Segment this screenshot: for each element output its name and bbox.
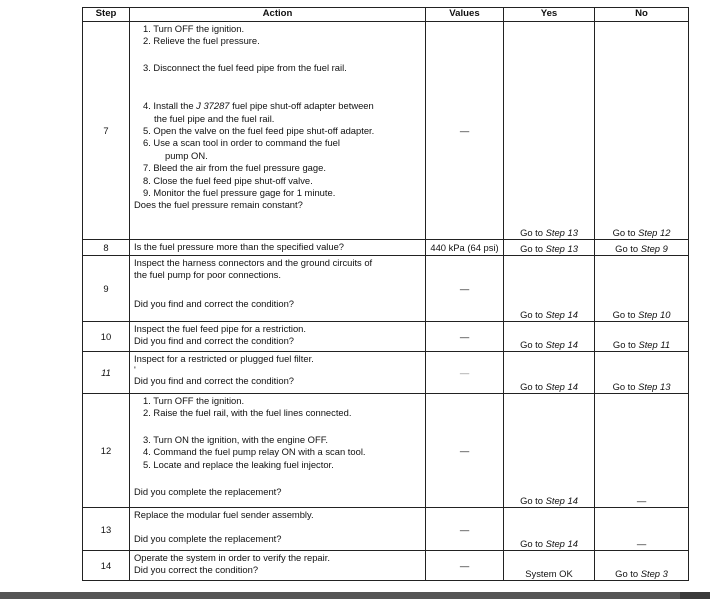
spacer	[134, 471, 422, 486]
action-cell	[130, 551, 426, 581]
goto-prefix: Go to	[615, 568, 641, 579]
action-line: 2. Relieve the fuel pressure.	[143, 35, 260, 47]
value-cell: —	[426, 22, 504, 240]
yes-cell	[504, 22, 595, 240]
table-row-step-8	[83, 240, 689, 256]
bottom-scroll-bar[interactable]	[0, 592, 710, 599]
goto-prefix: Go to	[520, 227, 546, 238]
goto-step-link[interactable]: Step 13	[545, 243, 578, 254]
goto-step-link[interactable]: Step 14	[545, 309, 578, 320]
goto-prefix: Go to	[612, 309, 639, 320]
header-yes: Yes	[504, 8, 595, 22]
value-cell: —	[426, 352, 504, 394]
action-line: 8. Close the fuel feed pipe shut-off valve.	[143, 174, 313, 186]
action-cell	[130, 508, 426, 551]
value-cell: —	[426, 256, 504, 322]
table-row-step-9	[83, 256, 689, 322]
question-line: Did you find and correct the condition?	[134, 375, 294, 387]
goto-prefix: Go to	[520, 339, 546, 350]
question-line: Does the fuel pressure remain constant?	[134, 199, 303, 211]
goto-prefix: Go to	[612, 381, 639, 392]
action-line: 4. Command the fuel pump relay ON with a scan tool.	[143, 446, 366, 458]
header-action: Action	[130, 8, 426, 22]
goto-step-link[interactable]: Step 3	[640, 568, 668, 579]
action-line: 5. Open the valve on the fuel feed pipe shut-off adapter.	[143, 125, 375, 137]
action-cell	[130, 322, 426, 352]
action-text: fuel pipe shut-off adapter between	[229, 100, 374, 112]
action-line: Operate the system in order to verify the repair.	[134, 552, 330, 563]
yes-cell	[504, 256, 595, 322]
yes-cell	[504, 322, 595, 352]
goto-step-link[interactable]: Step 14	[545, 339, 578, 350]
goto-prefix: Go to	[615, 243, 641, 254]
spacer	[134, 48, 422, 62]
action-cell	[130, 394, 426, 508]
table-row-step-14	[83, 551, 689, 581]
action-line	[134, 100, 422, 112]
goto-prefix: Go to	[612, 227, 639, 238]
no-cell	[595, 551, 689, 581]
action-line: Inspect for a restricted or plugged fuel filter.	[134, 353, 314, 364]
no-cell	[595, 322, 689, 352]
action-line: Inspect the fuel feed pipe for a restriction.	[134, 323, 306, 334]
step-number: 14	[83, 551, 130, 581]
spacer	[134, 420, 422, 434]
action-line: 2. Raise the fuel rail, with the fuel lines connected.	[143, 407, 352, 419]
step-number: 7	[83, 22, 130, 240]
goto-step-link[interactable]: Step 11	[638, 339, 671, 350]
action-line: 6. Use a scan tool in order to command the fuel	[143, 137, 340, 149]
table-row-step-7	[83, 22, 689, 240]
value-cell: —	[426, 322, 504, 352]
action-line: the fuel pump for poor connections.	[134, 269, 281, 281]
no-cell	[595, 352, 689, 394]
goto-step-link[interactable]: Step 13	[545, 227, 578, 238]
spacer	[134, 521, 422, 533]
spacer	[134, 282, 422, 298]
no-cell	[595, 22, 689, 240]
value-cell: —	[426, 394, 504, 508]
table-row-step-12	[83, 394, 689, 508]
yes-cell	[504, 240, 595, 256]
step-number: 11	[83, 352, 130, 394]
goto-prefix: Go to	[520, 243, 546, 254]
table-row-step-13	[83, 508, 689, 551]
no-cell: —	[595, 508, 689, 551]
diagnostic-table	[82, 7, 689, 581]
action-cell	[130, 240, 426, 256]
goto-step-link[interactable]: Step 12	[638, 227, 671, 238]
goto-prefix: Go to	[612, 339, 639, 350]
goto-step-link[interactable]: Step 14	[545, 538, 578, 549]
action-line: pump ON.	[165, 149, 208, 161]
goto-step-link[interactable]: Step 14	[545, 381, 578, 392]
value-cell: —	[426, 551, 504, 581]
action-cell	[130, 352, 426, 394]
yes-cell: System OK	[504, 551, 595, 581]
action-line: the fuel pipe and the fuel rail.	[154, 112, 275, 124]
no-cell	[595, 256, 689, 322]
goto-step-link[interactable]: Step 9	[640, 243, 668, 254]
action-line: Replace the modular fuel sender assembly.	[134, 509, 314, 520]
header-no: No	[595, 8, 689, 22]
action-line: 3. Disconnect the fuel feed pipe from the fuel rail.	[143, 61, 347, 73]
value-cell: 440 kPa (64 psi)	[426, 240, 504, 256]
goto-prefix: Go to	[520, 381, 546, 392]
action-line: 1. Turn OFF the ignition.	[143, 395, 245, 406]
goto-step-link[interactable]: Step 14	[545, 495, 578, 506]
action-line: Inspect the harness connectors and the ground circuits of	[134, 257, 373, 268]
yes-cell	[504, 352, 595, 394]
question-line: Is the fuel pressure more than the specified value?	[134, 241, 345, 253]
goto-prefix: Go to	[520, 309, 546, 320]
spacer	[134, 74, 422, 100]
step-number: 9	[83, 256, 130, 322]
yes-cell	[504, 508, 595, 551]
header-row	[83, 8, 689, 22]
question-line: Did you correct the condition?	[134, 564, 259, 576]
goto-prefix: Go to	[520, 538, 546, 549]
step-number: 10	[83, 322, 130, 352]
value-cell: —	[426, 508, 504, 551]
question-line: Did you complete the replacement?	[134, 486, 282, 498]
action-line: 5. Locate and replace the leaking fuel injector.	[143, 458, 334, 470]
action-cell	[130, 22, 426, 240]
question-line: Did you find and correct the condition?	[134, 297, 294, 309]
step-number: 8	[83, 240, 130, 256]
goto-prefix: Go to	[520, 495, 546, 506]
goto-step-link[interactable]: Step 10	[638, 309, 671, 320]
table-row-step-11	[83, 352, 689, 394]
table-row-step-10	[83, 322, 689, 352]
no-cell: —	[595, 394, 689, 508]
step-number: 13	[83, 508, 130, 551]
action-line: 3. Turn ON the ignition, with the engine OFF.	[143, 433, 328, 445]
no-cell	[595, 240, 689, 256]
action-text: 4. Install the	[143, 100, 197, 112]
yes-cell	[504, 394, 595, 508]
action-line: 1. Turn OFF the ignition.	[143, 23, 245, 34]
scroll-track[interactable]	[0, 592, 680, 599]
question-line: Did you complete the replacement?	[134, 533, 282, 545]
header-values: Values	[426, 8, 504, 22]
step-number: 12	[83, 394, 130, 508]
action-line: 9. Monitor the fuel pressure gage for 1 minute.	[143, 187, 336, 199]
action-cell	[130, 256, 426, 322]
question-line: Did you find and correct the condition?	[134, 335, 294, 347]
tool-reference: J 37287	[196, 100, 230, 112]
stray-mark: '	[134, 364, 136, 376]
header-step: Step	[83, 8, 130, 22]
action-line: 7. Bleed the air from the fuel pressure gage.	[143, 162, 326, 174]
goto-step-link[interactable]: Step 13	[638, 381, 671, 392]
